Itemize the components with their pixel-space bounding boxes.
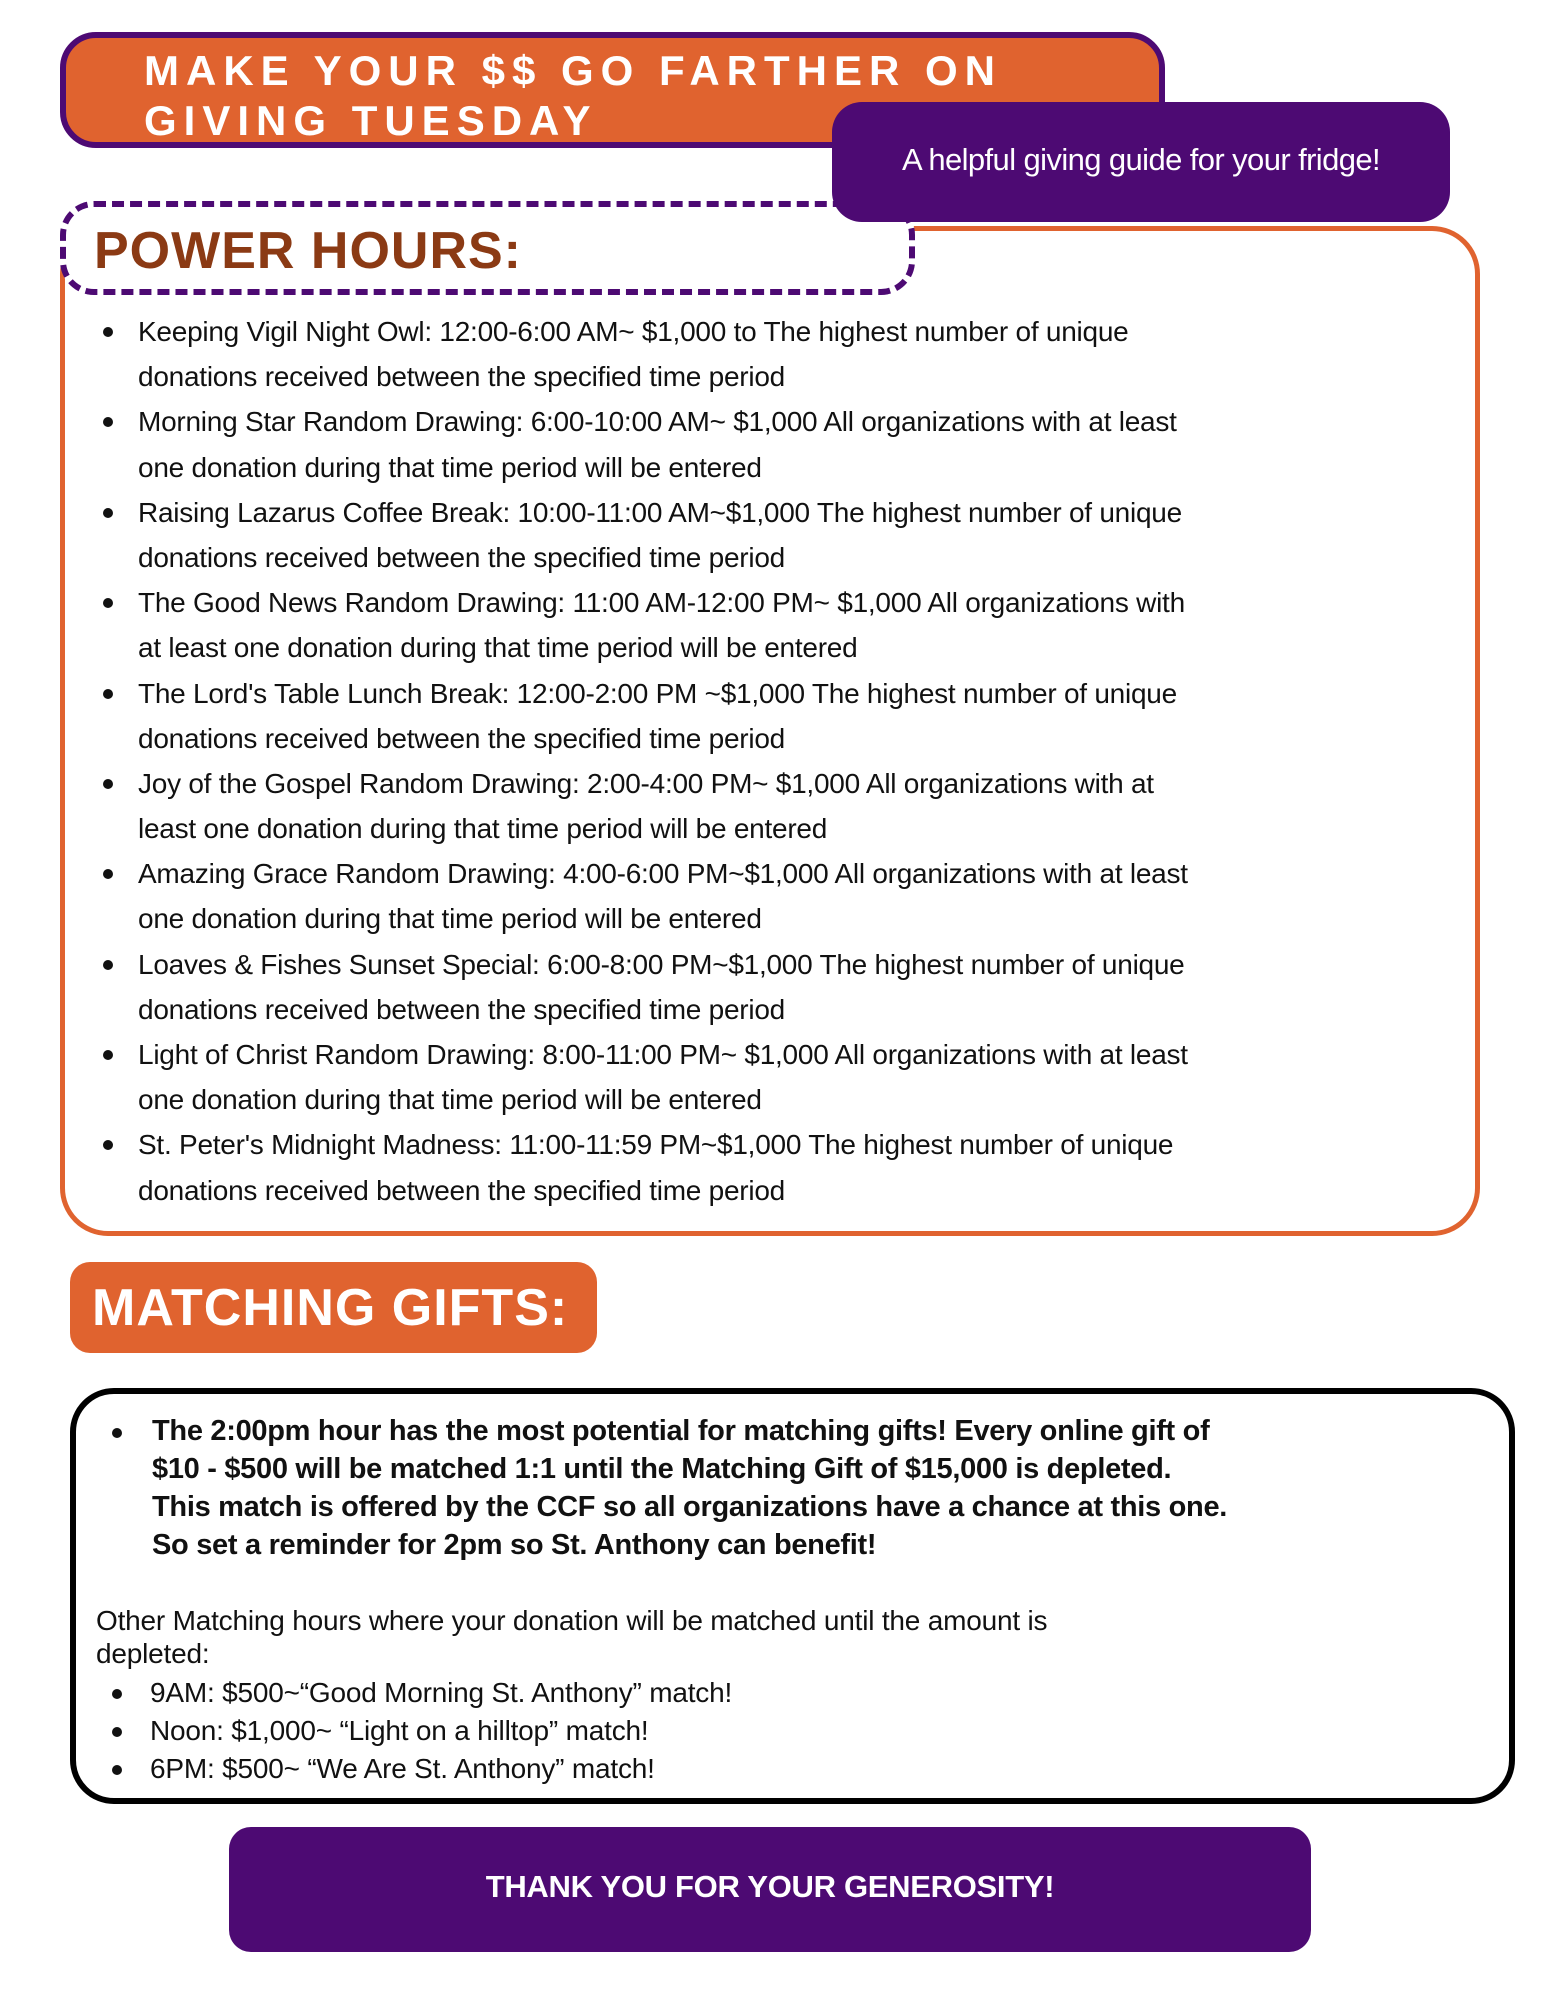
title-line: MAKE YOUR $$ GO FARTHER ON <box>144 47 1002 94</box>
highlight-line: This match is offered by the CCF so all organizations have a chance at this one. <box>152 1491 1228 1523</box>
bullet-icon <box>112 1727 122 1737</box>
matching-hour-item <box>106 1750 732 1788</box>
power-hour-item <box>100 580 1480 670</box>
item-line: Light of Christ Random Drawing: 8:00-11:00 PM~ $1,000 All organizations with at least <box>138 1039 1188 1070</box>
item-line: Joy of the Gospel Random Drawing: 2:00-4:00 PM~ $1,000 All organizations with at <box>138 767 1154 799</box>
power-hour-item <box>100 490 1480 580</box>
item-line: St. Peter's Midnight Madness: 11:00-11:59 PM~$1,000 The highest number of unique <box>138 1129 1174 1161</box>
item-line: one donation during that time period will be entered <box>138 451 762 483</box>
power-hour-item <box>100 1032 1480 1122</box>
item-line: donations received between the specified time period <box>138 361 785 393</box>
power-hour-item <box>100 761 1480 851</box>
highlight-line: The 2:00pm hour has the most potential for matching gifts! Every online gift of <box>152 1415 1210 1447</box>
power-hour-item <box>100 1122 1480 1212</box>
bullet-icon <box>103 960 113 970</box>
power-hour-item <box>100 309 1480 399</box>
item-line: donations received between the specified time period <box>138 1174 785 1206</box>
item-line: at least one donation during that time period will be entered <box>138 632 858 664</box>
matching-hour-item <box>106 1674 732 1712</box>
power-hour-item <box>100 942 1480 1032</box>
matching-gifts-heading-tag <box>70 1262 597 1353</box>
power-hour-item <box>100 851 1480 941</box>
bullet-icon <box>103 689 113 699</box>
matching-hour-text: Noon: $1,000~ “Light on a hilltop” match! <box>150 1715 649 1746</box>
highlight-line: $10 - $500 will be matched 1:1 until the Matching Gift of $15,000 is depleted. <box>152 1453 1172 1485</box>
intro-line: depleted: <box>96 1638 210 1669</box>
title-line: GIVING TUESDAY <box>144 97 598 144</box>
bullet-icon <box>112 1689 122 1699</box>
power-hour-item <box>100 399 1480 489</box>
item-line: least one donation during that time period will be entered <box>138 813 828 845</box>
subtitle-pill <box>832 102 1450 222</box>
item-line: donations received between the specified time period <box>138 993 785 1025</box>
thank-you-banner <box>229 1827 1311 1952</box>
bullet-icon <box>103 417 113 427</box>
item-line: The Good News Random Drawing: 11:00 AM-12:00 PM~ $1,000 All organizations with <box>138 587 1185 619</box>
highlight-line: So set a reminder for 2pm so St. Anthony can benefit! <box>152 1529 877 1561</box>
item-line: donations received between the specified time period <box>138 541 785 573</box>
matching-hour-item <box>106 1712 732 1750</box>
thank-you-text: THANK YOU FOR YOUR GENEROSITY! <box>485 1869 1055 1904</box>
bullet-icon <box>103 598 113 608</box>
power-hours-heading: POWER HOURS: <box>94 222 522 280</box>
matching-gifts-heading: MATCHING GIFTS: <box>92 1279 569 1337</box>
bullet-icon <box>103 508 113 518</box>
power-hours-list <box>100 309 1480 1213</box>
bullet-icon <box>112 1428 122 1438</box>
highlight-list <box>106 1412 1227 1564</box>
bullet-icon <box>103 1050 113 1060</box>
bullet-icon <box>103 779 113 789</box>
other-matching-hours-list <box>106 1674 732 1788</box>
power-hour-item <box>100 671 1480 761</box>
bullet-icon <box>103 1140 113 1150</box>
other-matching-intro <box>96 1604 1396 1670</box>
item-line: Keeping Vigil Night Owl: 12:00-6:00 AM~ $1,000 to The highest number of unique <box>138 316 1129 347</box>
item-line: one donation during that time period will be entered <box>138 1084 762 1116</box>
item-line: Morning Star Random Drawing: 6:00-10:00 AM~ $1,000 All organizations with at least <box>138 406 1177 438</box>
item-line: The Lord's Table Lunch Break: 12:00-2:00 PM ~$1,000 The highest number of unique <box>138 677 1177 709</box>
item-line: Raising Lazarus Coffee Break: 10:00-11:00 AM~$1,000 The highest number of unique <box>138 496 1182 528</box>
bullet-icon <box>112 1765 122 1775</box>
item-line: Amazing Grace Random Drawing: 4:00-6:00 PM~$1,000 All organizations with at least <box>138 858 1188 890</box>
highlight-item <box>106 1412 1227 1564</box>
matching-hour-text: 6PM: $500~ “We Are St. Anthony” match! <box>150 1753 655 1784</box>
bullet-icon <box>103 327 113 337</box>
item-line: one donation during that time period will be entered <box>138 903 762 935</box>
power-hours-heading-tab <box>60 201 915 295</box>
intro-line: Other Matching hours where your donation will be matched until the amount is <box>96 1605 1048 1636</box>
item-line: donations received between the specified time period <box>138 722 785 754</box>
matching-hour-text: 9AM: $500~“Good Morning St. Anthony” match! <box>150 1677 733 1708</box>
bullet-icon <box>103 869 113 879</box>
matching-gifts-box <box>70 1388 1515 1804</box>
item-line: Loaves & Fishes Sunset Special: 6:00-8:00 PM~$1,000 The highest number of unique <box>138 948 1185 980</box>
subtitle-text: A helpful giving guide for your fridge! <box>901 142 1381 177</box>
